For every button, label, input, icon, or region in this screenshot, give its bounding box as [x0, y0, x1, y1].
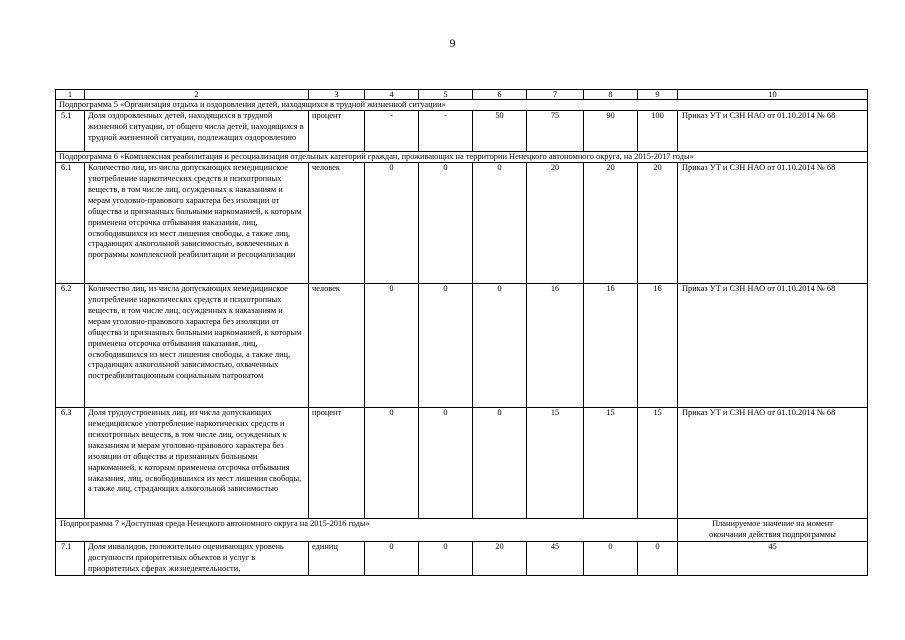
unit-cell: человек: [309, 284, 365, 408]
source-cell: Приказ УТ и СЗН НАО от 01.10.2014 № 68: [678, 408, 868, 519]
value-cell: 0: [365, 408, 419, 519]
value-cell: 50: [473, 111, 527, 152]
section-row: [56, 152, 868, 163]
column-header: 5: [419, 90, 473, 100]
indicator-name: Доля оздоровленных детей, находящихся в трудной жизненной ситуации, от общего числа детей, находящихся в трудной жизненной ситуации, подлежащих оздоровлению: [85, 111, 309, 152]
unit-cell: единиц: [309, 541, 365, 575]
table-row: [56, 111, 868, 152]
value-cell: 75: [527, 111, 584, 152]
section-title: Подпрограмма 5 «Организация отдыха и оздоровления детей, находящихся в трудной жизненной ситуации»: [56, 100, 868, 111]
unit-cell: человек: [309, 163, 365, 284]
planned-value-cell: 45: [678, 541, 868, 575]
value-cell: 16: [527, 284, 584, 408]
value-cell: 0: [365, 284, 419, 408]
value-cell: 15: [527, 408, 584, 519]
section-note: Планируемое значение на момент окончания действия подпрограммы: [678, 519, 868, 542]
row-number: 6.1: [56, 163, 85, 284]
table-row: [56, 284, 868, 408]
column-header: 6: [473, 90, 527, 100]
value-cell: 45: [527, 541, 584, 575]
row-number: 5.1: [56, 111, 85, 152]
value-cell: 0: [473, 284, 527, 408]
value-cell: 0: [419, 541, 473, 575]
value-cell: 20: [473, 541, 527, 575]
indicator-name: Доля инвалидов, положительно оценивающих уровень доступности приоритетных объектов и услуг в приоритетных сферах жизнедеятельности,: [85, 541, 309, 575]
source-cell: Приказ УТ и СЗН НАО от 01.10.2014 № 68: [678, 163, 868, 284]
value-cell: 0: [473, 408, 527, 519]
value-cell: 20: [527, 163, 584, 284]
value-cell: 16: [638, 284, 678, 408]
row-number: 6.2: [56, 284, 85, 408]
value-cell: 0: [419, 163, 473, 284]
value-cell: 16: [584, 284, 638, 408]
section-row: [56, 519, 868, 542]
row-number: 6.3: [56, 408, 85, 519]
value-cell: 15: [584, 408, 638, 519]
value-cell: 90: [584, 111, 638, 152]
indicator-name: Количество лиц, из числа допускающих немедицинское употребление наркотических средств и психотропных веществ, в том числе лиц, осужденных к наказаниям и мерам уголовно-правового характера без изоляции от общества и признанных больными наркоманией, к которым применена отсрочка отбывания наказания, лиц, освободившихся из мест лишения свободы, а также лиц, страдающих алкогольной зависимостью, охваченных постреабилитационным социальным патронатом: [85, 284, 309, 408]
value-cell: 0: [584, 541, 638, 575]
value-cell: 20: [638, 163, 678, 284]
column-header: 10: [678, 90, 868, 100]
section-title: Подпрограмма 7 «Доступная среда Ненецкого автономного округа на 2015-2016 годы»: [56, 519, 678, 542]
value-cell: 0: [365, 541, 419, 575]
table-row: [56, 163, 868, 284]
column-header: 3: [309, 90, 365, 100]
source-cell: Приказ УТ и СЗН НАО от 01.10.2014 № 68: [678, 284, 868, 408]
unit-cell: процент: [309, 408, 365, 519]
indicator-name: Доля трудоустроенных лиц, из числа допускающих немедицинское употребление наркотических средств и психотропных веществ, в том числе лиц, осужденных к наказаниям и мерам уголовно-правового характера без изоляции от общества и признанных больными наркоманией, к которым применена отсрочка отбывания наказания, лиц, освободившихся из мест лишения свободы, а также лиц, страдающих алкогольной зависимостью: [85, 408, 309, 519]
value-cell: 20: [584, 163, 638, 284]
column-header: 7: [527, 90, 584, 100]
column-header: 2: [85, 90, 309, 100]
value-cell: -: [365, 111, 419, 152]
value-cell: 0: [473, 163, 527, 284]
value-cell: 0: [419, 408, 473, 519]
page-number: 9: [449, 36, 456, 50]
section-row: [56, 100, 868, 111]
unit-cell: процент: [309, 111, 365, 152]
value-cell: 0: [638, 541, 678, 575]
header-row: [56, 90, 868, 100]
column-header: 1: [56, 90, 85, 100]
value-cell: 100: [638, 111, 678, 152]
column-header: 8: [584, 90, 638, 100]
column-header: 9: [638, 90, 678, 100]
source-cell: Приказ УТ и СЗН НАО от 01.10.2014 № 68: [678, 111, 868, 152]
value-cell: 0: [365, 163, 419, 284]
value-cell: 15: [638, 408, 678, 519]
row-number: 7.1: [56, 541, 85, 575]
table-row: [56, 408, 868, 519]
indicators-table: [55, 89, 868, 576]
column-header: 4: [365, 90, 419, 100]
section-title: Подпрограмма 6 «Комплексная реабилитация и ресоциализация отдельных категорий граждан, проживающих на территории Ненецкого автономного округа, на 2015-2017 годы»: [56, 152, 868, 163]
table-row: [56, 541, 868, 575]
value-cell: 0: [419, 284, 473, 408]
value-cell: -: [419, 111, 473, 152]
indicator-name: Количество лиц, из числа допускающих немедицинское употребление наркотических средств и психотропных веществ, в том числе лиц, осужденных к наказаниям и мерам уголовно-правового характера без изоляции от общества и признанных больными наркоманией, к которым применена отсрочка отбывания наказания, лиц, освободившихся из мест лишения свободы, а также лиц, страдающих алкогольной зависимостью, вовлеченных в программы комплексной реабилитации и ресоциализации: [85, 163, 309, 284]
